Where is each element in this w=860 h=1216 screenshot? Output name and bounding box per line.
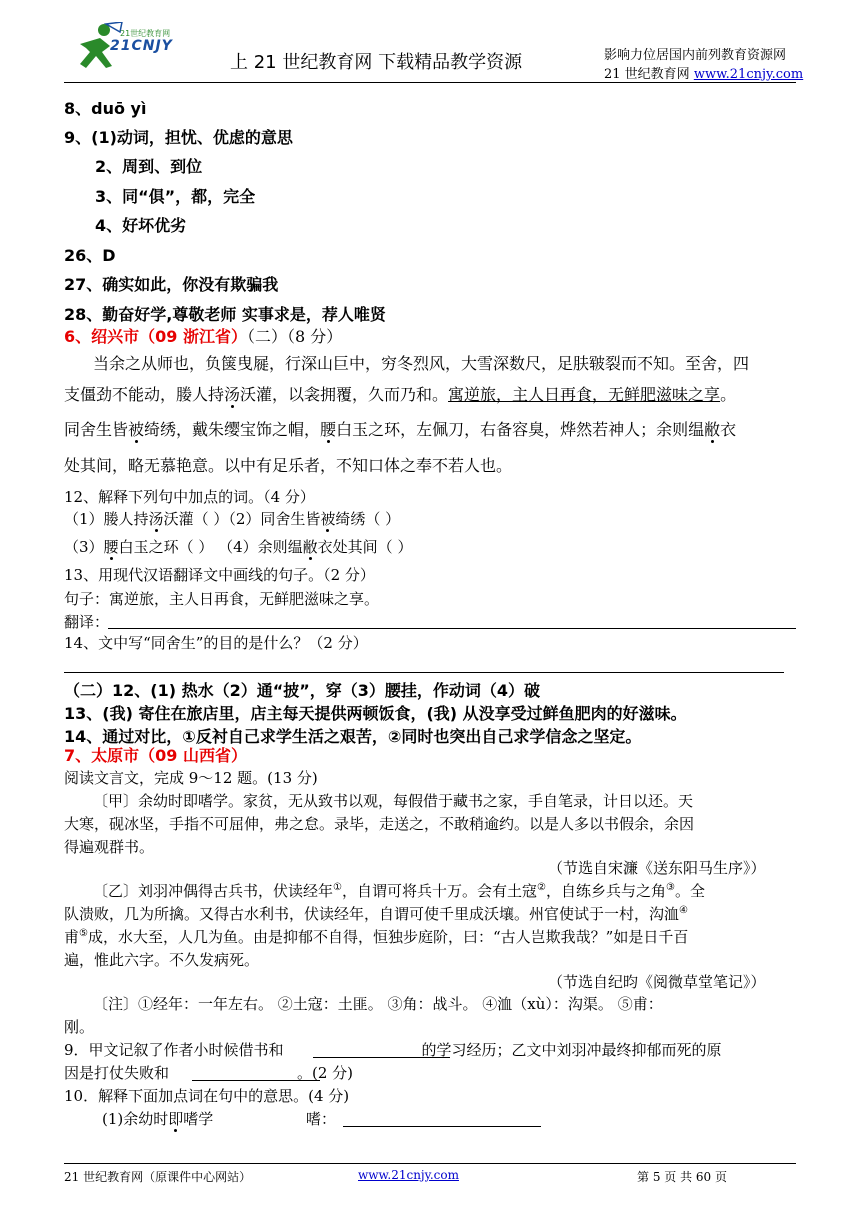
text-span: （3） (64, 538, 104, 556)
question-12-items-1-2 (64, 508, 400, 530)
header-site-line (604, 63, 803, 82)
text-span: ，自练乡兵与之角 (545, 882, 666, 900)
header-title: 上 21 世纪教育网 下载精品教学资源 (230, 52, 523, 73)
passage-yi-source: （节选自纪昀《阅微草堂笔记》） (548, 973, 766, 991)
text-span: 衣处其间（ ） (317, 538, 413, 556)
passage-jia-source: （节选自宋濂《送东阳马生序》） (548, 859, 766, 877)
section-6-title (64, 326, 342, 348)
answer-9-2: 2、周到、到位 (95, 157, 203, 176)
question-13-sentence: 句子：寓逆旅，主人日再食，无鲜肥滋味之享。 (64, 590, 380, 608)
text-span: 白玉之环（ ） （4）余则缊 (118, 538, 303, 556)
footnote-marker: ② (537, 882, 546, 893)
text-span: (1)余幼时 (102, 1110, 169, 1128)
question-12: 12、解释下列句中加点的词。（4 分） (64, 488, 315, 506)
dotted-word: 腰 (320, 420, 337, 439)
footer-site-link[interactable]: www.21cnjy.com (358, 1168, 459, 1182)
text-span: 甫 (64, 928, 80, 946)
text-span: 嗜学 (183, 1110, 214, 1128)
dotted-word: 汤 (148, 510, 164, 528)
logo-top-text: 21世纪教育网 (120, 29, 171, 38)
header-site-link[interactable]: www.21cnjy.com (693, 67, 804, 82)
dotted-word: 被 (128, 420, 145, 439)
answer-28: 28、勤奋好学,尊敬老师 实事求是，荐人唯贤 (64, 305, 386, 324)
question-13-translation-label: 翻译： (64, 613, 110, 631)
text-span: 同舍生皆 (64, 420, 129, 439)
text-span: 沃灌（ ）（2）同舍生皆 (163, 510, 321, 528)
answer-27: 27、确实如此，你没有欺骗我 (64, 275, 279, 294)
text-span: 的学习经历；乙文中刘羽冲最终抑郁而死的原 (421, 1041, 722, 1059)
footnote-marker: ④ (679, 905, 688, 916)
footer-site-name: 21 世纪教育网（原课件中心网站） (64, 1170, 252, 1184)
site-logo (66, 22, 173, 74)
page-header (0, 0, 860, 90)
q14-answer-line (64, 672, 784, 673)
passage6-line-4: 处其间，略无慕艳意。以中有足乐者，不知口体之奉不若人也。 (64, 456, 513, 475)
header-tagline: 影响力位居国内前列教育资源网 (604, 48, 787, 63)
answer-6-14: 14、通过对比，①反衬自己求学生活之艰苦，②同时也突出自己求学信念之坚定。 (64, 727, 642, 746)
passage-yi-line-1 (93, 880, 705, 902)
footnote-marker: ① (333, 882, 342, 893)
dotted-word: 汤 (224, 385, 241, 404)
question-12-items-3-4 (64, 536, 412, 558)
q9-blank-2[interactable] (192, 1080, 320, 1081)
text-span: 支僵劲不能动，媵人持 (64, 385, 225, 404)
text-span: 。 (720, 385, 737, 404)
underlined-sentence: 寓逆旅，主人日再食，无鲜肥滋味之享 (448, 385, 721, 404)
answer-6-12: （二）12、(1) 热水（2）通“披”，穿（3）腰挂，作动词（4）破 (64, 681, 541, 700)
text-span: 成，水大至，人几为鱼。由是抑郁不自得，恒独步庭阶，曰：“古人岂欺我哉？”如是日千百 (87, 928, 689, 946)
footer-page-number: 第 5 页 共 60 页 (637, 1170, 727, 1184)
logo-bottom-text: 21CNJY (110, 38, 173, 54)
answer-26: 26、D (64, 246, 116, 265)
dotted-word: 被 (320, 510, 336, 528)
translation-answer-line (108, 628, 796, 629)
footer-divider (64, 1163, 796, 1164)
question-10-item-1-label: 嗜： (306, 1110, 337, 1128)
section-6-title-region: 6、绍兴市（09 浙江省） (64, 327, 247, 346)
text-span: 9．甲文记叙了作者小时候借书和 (64, 1041, 284, 1059)
text-span: 衣 (720, 420, 737, 439)
answer-9-1: 9、(1)动词，担忧、优虑的意思 (64, 128, 293, 147)
text-span: 〔乙〕刘羽冲偶得古兵书，伏读经年 (93, 882, 334, 900)
text-span: 绮绣，戴朱缨宝饰之帽， (144, 420, 321, 439)
text-span: 因是打仗失败和 (64, 1064, 170, 1082)
section-7-title: 7、太原市（09 山西省） (64, 746, 247, 765)
text-span: 白玉之环，左佩刀，右备容臭，烨然若神人；余则缊 (336, 420, 705, 439)
section-7-intro: 阅读文言文，完成 9～12 题。(13 分) (64, 769, 318, 787)
question-13: 13、用现代汉语翻译文中画线的句子。（2 分） (64, 566, 375, 584)
text-span: 沃灌，以衾拥覆，久而乃和。 (240, 385, 449, 404)
text-span: 。(2 分) (297, 1064, 354, 1082)
text-span: 。全 (674, 882, 705, 900)
question-10-item-1 (102, 1108, 213, 1130)
header-divider (64, 82, 796, 83)
footnote-marker: ③ (665, 882, 675, 893)
dotted-word: 敝 (302, 538, 318, 556)
passage-yi-line-4: 遍，惟此六字。不久发病死。 (64, 951, 260, 969)
passage-yi-line-3 (64, 926, 688, 948)
text-span: 队溃败，几为所擒。又得古水利书，伏读经年，自谓可使千里成沃壤。州官使试于一村，沟洫 (64, 905, 680, 923)
answer-9-3: 3、同“俱”，都，完全 (95, 187, 256, 206)
question-10: 10．解释下面加点词在句中的意思。(4 分) (64, 1087, 350, 1105)
header-site-name: 21 世纪教育网 (604, 67, 694, 82)
text-span: （1）媵人持 (64, 510, 149, 528)
passage-jia-line-1: 〔甲〕余幼时即嗜学。家贫，无从致书以观，每假借于藏书之家，手自笔录，计日以还。天 (93, 792, 694, 810)
text-span: 绮绣（ ） (335, 510, 401, 528)
question-14: 14、文中写“同舍生”的目的是什么？（2 分） (64, 634, 368, 652)
q9-blank-1[interactable] (313, 1057, 450, 1058)
dotted-word: 敝 (704, 420, 721, 439)
section-6-title-score: （二）（8 分） (246, 327, 343, 346)
text-span: ，自谓可将兵十万。会有土寇 (341, 882, 537, 900)
answer-9-4: 4、好坏优劣 (95, 216, 187, 235)
passage-jia-line-3: 得遍观群书。 (64, 838, 155, 856)
footnote-marker: ⑤ (79, 928, 88, 939)
passage6-line-1: 当余之从师也，负箧曳屣，行深山巨中，穷冬烈风，大雪深数尺，足肤皲裂而不知。至舍，四 (93, 354, 750, 373)
passage-jia-line-2: 大寒，砚冰坚，手指不可屈伸，弗之怠。录毕，走送之，不敢稍逾约。以是人多以书假余，余因 (64, 815, 695, 833)
passage-yi-line-2 (64, 903, 688, 925)
notes-line-2: 刚。 (64, 1018, 95, 1036)
q10-blank-1[interactable] (343, 1126, 541, 1127)
answer-8: 8、duō yì (64, 99, 147, 118)
dotted-word: 腰 (103, 538, 119, 556)
answer-6-13: 13、(我) 寄住在旅店里，店主每天提供两顿饭食，(我) 从没享受过鲜鱼肥肉的好滋味。 (64, 704, 687, 723)
dotted-word: 即 (168, 1110, 184, 1128)
passage6-line-3 (64, 419, 736, 441)
passage6-line-2 (64, 384, 736, 406)
notes-line-1: 〔注〕①经年：一年左右。 ②土寇：土匪。 ③角：战斗。 ④洫（xù）：沟渠。 ⑤甫： (93, 995, 663, 1013)
